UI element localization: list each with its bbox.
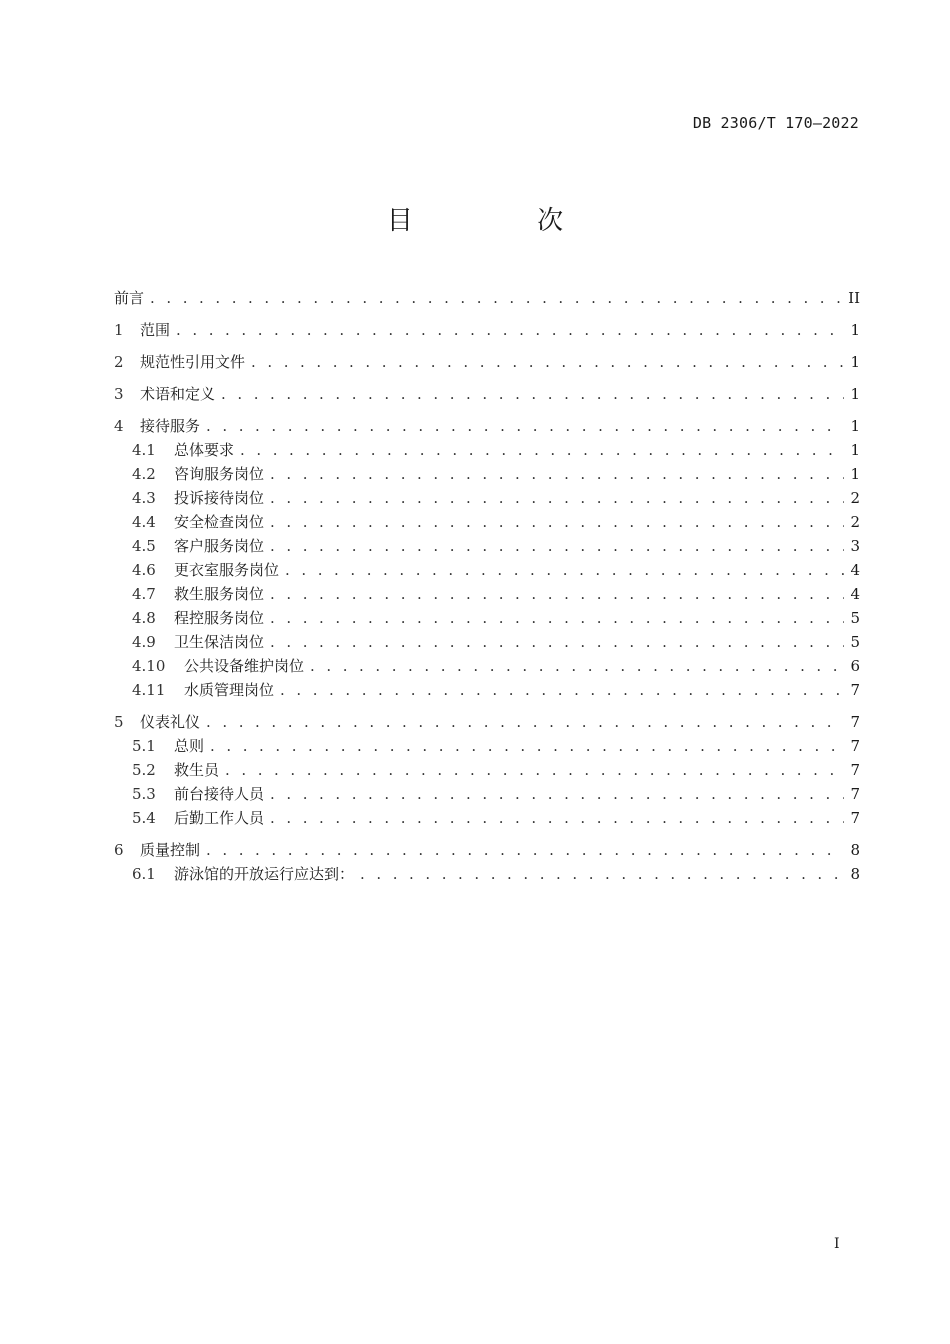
toc-entry[interactable] (114, 678, 860, 702)
toc-entry-number: 4.2 (132, 465, 156, 483)
toc-entry-title: 仪表礼仪 (140, 713, 201, 731)
toc-entry[interactable] (114, 710, 860, 734)
toc-entry-page: 1 (850, 321, 860, 339)
toc-entry-number: 4.6 (132, 561, 156, 579)
toc-entry-title: 咨询服务岗位 (174, 465, 265, 483)
toc-entry-page: 7 (850, 785, 860, 803)
toc-entry-page: 4 (850, 585, 860, 603)
toc-leader-dots (251, 350, 844, 374)
toc-entry-number: 5.3 (132, 785, 156, 803)
toc-entry-number: 3 (114, 385, 124, 403)
toc-entry-page: 5 (850, 609, 860, 627)
toc-entry-title: 前言 (114, 289, 145, 307)
toc-entry[interactable] (114, 382, 860, 406)
toc-entry[interactable] (114, 806, 860, 830)
toc-entry-title: 救生服务岗位 (174, 585, 265, 603)
toc-title: 目 次 (386, 206, 622, 236)
toc-leader-dots (270, 534, 844, 558)
toc-entry-title: 前台接待人员 (174, 785, 265, 803)
toc-entry-page: 7 (850, 809, 860, 827)
toc-entry-number: 4 (114, 417, 124, 435)
toc-entry-number: 4.11 (132, 681, 166, 699)
toc-entry[interactable] (114, 414, 860, 438)
toc-entry-number: 6 (114, 841, 124, 859)
toc-leader-dots (270, 630, 844, 654)
toc-entry-page: 7 (850, 737, 860, 755)
toc-entry-title: 更衣室服务岗位 (174, 561, 280, 579)
toc-entry[interactable] (114, 534, 860, 558)
toc-entry-title: 卫生保洁岗位 (174, 633, 265, 651)
toc-entry[interactable] (114, 510, 860, 534)
toc-entry[interactable] (114, 862, 860, 886)
toc-entry[interactable] (114, 734, 860, 758)
toc-entry[interactable] (114, 286, 860, 310)
toc-leader-dots (310, 654, 844, 678)
toc-entry-number: 5 (114, 713, 124, 731)
toc-entry-title: 后勤工作人员 (174, 809, 265, 827)
toc-entry-page: 7 (850, 713, 860, 731)
toc-entry-page: 8 (850, 865, 860, 883)
toc-entry-title: 术语和定义 (140, 385, 216, 403)
toc-entry-number: 5.4 (132, 809, 156, 827)
toc-leader-dots (240, 438, 844, 462)
document-code: DB 2306/T 170—2022 (692, 114, 859, 132)
toc-leader-dots (221, 382, 844, 406)
toc-leader-dots (206, 710, 844, 734)
toc-entry-title: 投诉接待岗位 (174, 489, 265, 507)
toc-entry-number: 5.1 (132, 737, 156, 755)
toc-entry-page: 7 (850, 761, 860, 779)
toc-entry-title: 接待服务 (140, 417, 201, 435)
toc-entry-page: 2 (850, 513, 860, 531)
toc-entry-page: 5 (850, 633, 860, 651)
toc-entry-page: 4 (850, 561, 860, 579)
toc-entry-page: 7 (850, 681, 860, 699)
toc-entry[interactable] (114, 782, 860, 806)
toc-entry-title: 程控服务岗位 (174, 609, 265, 627)
toc-leader-dots (360, 862, 844, 886)
toc-entry-title: 范围 (140, 321, 171, 339)
toc-entry[interactable] (114, 654, 860, 678)
toc-entry-number: 1 (114, 321, 124, 339)
toc-leader-dots (206, 838, 844, 862)
toc-entry-number: 2 (114, 353, 124, 371)
toc-leader-dots (270, 606, 844, 630)
table-of-contents (114, 286, 860, 886)
toc-entry-title: 总体要求 (174, 441, 235, 459)
toc-entry-title: 救生员 (174, 761, 220, 779)
toc-entry-title: 客户服务岗位 (174, 537, 265, 555)
toc-entry[interactable] (114, 838, 860, 862)
toc-leader-dots (150, 286, 842, 310)
toc-entry-number: 4.10 (132, 657, 166, 675)
toc-entry-page: II (848, 289, 860, 307)
toc-entry[interactable] (114, 438, 860, 462)
toc-entry-page: 1 (850, 417, 860, 435)
toc-leader-dots (176, 318, 844, 342)
toc-entry-title: 公共设备维护岗位 (184, 657, 305, 675)
toc-entry-number: 6.1 (132, 865, 156, 883)
toc-entry-title: 安全检查岗位 (174, 513, 265, 531)
toc-entry-number: 4.5 (132, 537, 156, 555)
toc-leader-dots (270, 782, 844, 806)
toc-entry-page: 1 (850, 465, 860, 483)
toc-leader-dots (210, 734, 844, 758)
toc-entry-title: 规范性引用文件 (140, 353, 246, 371)
toc-entry-number: 4.4 (132, 513, 156, 531)
toc-entry-number: 4.3 (132, 489, 156, 507)
toc-entry-title: 水质管理岗位 (184, 681, 275, 699)
toc-entry-page: 8 (850, 841, 860, 859)
toc-entry-page: 3 (850, 537, 860, 555)
toc-entry[interactable] (114, 582, 860, 606)
toc-leader-dots (270, 582, 844, 606)
toc-leader-dots (225, 758, 844, 782)
toc-entry-title: 总则 (174, 737, 205, 755)
toc-entry-number: 4.9 (132, 633, 156, 651)
toc-entry-title: 游泳馆的开放运行应达到： (174, 865, 355, 883)
toc-leader-dots (285, 558, 844, 582)
toc-entry[interactable] (114, 758, 860, 782)
toc-leader-dots (270, 462, 844, 486)
toc-leader-dots (206, 414, 844, 438)
toc-entry-page: 6 (850, 657, 860, 675)
toc-leader-dots (270, 806, 844, 830)
toc-leader-dots (280, 678, 844, 702)
toc-entry[interactable] (114, 462, 860, 486)
toc-entry[interactable] (114, 486, 860, 510)
toc-entry[interactable] (114, 558, 860, 582)
page-number: I (834, 1236, 840, 1252)
toc-entry-page: 1 (850, 353, 860, 371)
toc-entry[interactable] (114, 318, 860, 342)
toc-entry-number: 5.2 (132, 761, 156, 779)
toc-leader-dots (270, 510, 844, 534)
toc-entry-title: 质量控制 (140, 841, 201, 859)
toc-entry-page: 1 (850, 385, 860, 403)
toc-entry-number: 4.1 (132, 441, 156, 459)
toc-entry[interactable] (114, 606, 860, 630)
toc-entry[interactable] (114, 630, 860, 654)
toc-leader-dots (270, 486, 844, 510)
toc-entry[interactable] (114, 350, 860, 374)
toc-entry-number: 4.7 (132, 585, 156, 603)
toc-entry-page: 1 (850, 441, 860, 459)
toc-entry-page: 2 (850, 489, 860, 507)
toc-entry-number: 4.8 (132, 609, 156, 627)
